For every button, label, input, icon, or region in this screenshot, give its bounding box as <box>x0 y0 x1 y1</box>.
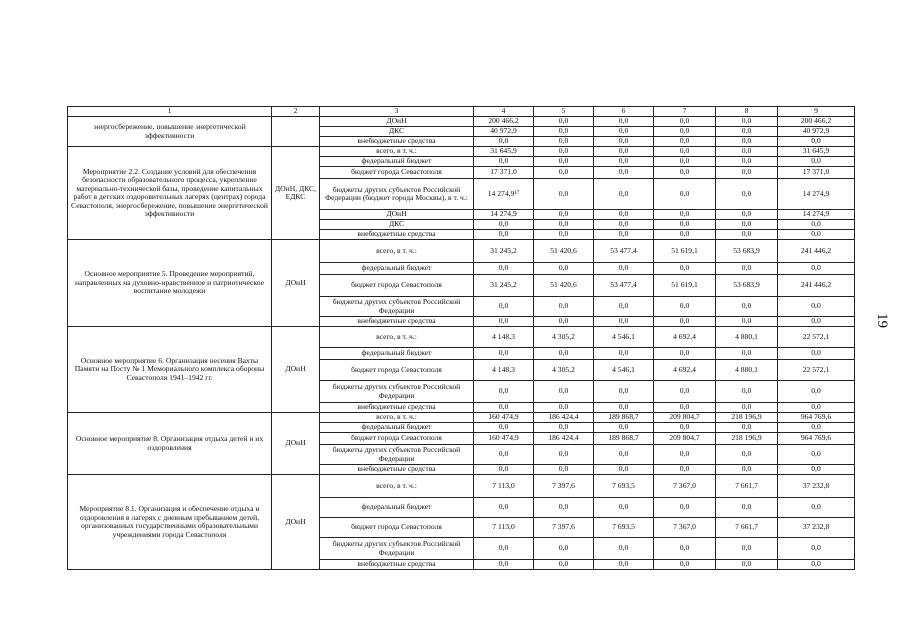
amount-cell: 200 466,2 <box>778 117 855 127</box>
amount-cell: 37 232,8 <box>778 518 855 538</box>
funding-source: внебюджетные средства <box>320 230 474 240</box>
budget-table <box>67 106 855 570</box>
amount-cell: 51 420,6 <box>534 240 594 263</box>
column-number: 4 <box>474 107 534 117</box>
amount-cell: 51 619,1 <box>654 275 716 297</box>
amount-cell: 0,0 <box>778 348 855 360</box>
amount-cell: 0,0 <box>594 137 654 147</box>
amount-cell: 0,0 <box>474 317 534 327</box>
amount-cell: 0,0 <box>594 179 654 210</box>
amount-cell: 0,0 <box>594 117 654 127</box>
column-number: 3 <box>320 107 474 117</box>
amount-cell: 0,0 <box>654 348 716 360</box>
amount-cell: 4 305,2 <box>534 327 594 348</box>
amount-cell: 0,0 <box>594 381 654 403</box>
column-number: 6 <box>594 107 654 117</box>
amount-cell: 53 477,4 <box>594 240 654 263</box>
amount-cell: 0,0 <box>654 179 716 210</box>
amount-cell: 14 274,9 <box>778 210 855 220</box>
amount-cell: 37 232,8 <box>778 475 855 498</box>
amount-cell: 241 446,2 <box>778 240 855 263</box>
amount-cell: 0,0 <box>716 137 778 147</box>
amount-cell: 0,0 <box>534 157 594 167</box>
column-number-row <box>68 107 855 117</box>
amount-cell: 0,0 <box>534 147 594 157</box>
executor <box>272 117 320 147</box>
amount-cell: 0,0 <box>654 423 716 433</box>
amount-cell: 0,0 <box>654 560 716 570</box>
table-row <box>68 240 855 263</box>
amount-cell: 964 769,6 <box>778 413 855 423</box>
amount-cell: 0,0 <box>778 538 855 560</box>
funding-source: бюджеты других субъектов Российской Федерации <box>320 445 474 465</box>
funding-source: ДОиН <box>320 117 474 127</box>
amount-cell: 7 661,7 <box>716 518 778 538</box>
amount-cell: 0,0 <box>654 403 716 413</box>
amount-cell: 0,0 <box>594 403 654 413</box>
page-number: 19 <box>874 313 890 328</box>
amount-cell: 0,0 <box>778 465 855 475</box>
amount-cell: 0,0 <box>716 297 778 317</box>
amount-cell: 0,0 <box>654 127 716 137</box>
amount-cell: 200 466,2 <box>474 117 534 127</box>
amount-cell: 0,0 <box>778 297 855 317</box>
amount-cell: 4 305,2 <box>534 360 594 381</box>
amount-cell: 0,0 <box>654 498 716 518</box>
amount-cell: 4 546,1 <box>594 360 654 381</box>
amount-cell: 0,0 <box>594 210 654 220</box>
amount-cell: 0,0 <box>474 348 534 360</box>
funding-source: всего, в т. ч.: <box>320 147 474 157</box>
amount-cell: 189 868,7 <box>594 433 654 445</box>
amount-cell: 14 274,9 <box>474 210 534 220</box>
amount-cell: 0,0 <box>474 465 534 475</box>
amount-cell: 4 880,1 <box>716 327 778 348</box>
amount-cell: 0,0 <box>594 498 654 518</box>
funding-source: внебюджетные средства <box>320 317 474 327</box>
amount-cell: 0,0 <box>778 560 855 570</box>
amount-cell: 186 424,4 <box>534 413 594 423</box>
amount-cell: 218 196,9 <box>716 413 778 423</box>
amount-cell: 53 477,4 <box>594 275 654 297</box>
measure-name: Основное мероприятие 6. Организация несения Вахты Памяти на Посту № 1 Мемориального комплекса обороны Севастополя 1941–1942 гг. <box>68 327 272 413</box>
column-number: 9 <box>778 107 855 117</box>
amount-cell: 0,0 <box>534 263 594 275</box>
amount-cell: 0,0 <box>654 445 716 465</box>
amount-cell: 7 397,6 <box>534 518 594 538</box>
amount-cell: 0,0 <box>654 220 716 230</box>
funding-source: всего, в т. ч.: <box>320 327 474 348</box>
amount-cell: 0,0 <box>534 560 594 570</box>
funding-source: ДКС <box>320 127 474 137</box>
amount-cell: 0,0 <box>594 147 654 157</box>
amount-cell: 7 367,0 <box>654 475 716 498</box>
amount-cell: 0,0 <box>534 403 594 413</box>
amount-cell: 0,0 <box>474 297 534 317</box>
executor: ДОиН <box>272 327 320 413</box>
table-row <box>68 475 855 498</box>
executor: ДОиН <box>272 413 320 475</box>
amount-cell: 4 880,1 <box>716 360 778 381</box>
amount-cell: 209 804,7 <box>654 413 716 423</box>
funding-source: внебюджетные средства <box>320 403 474 413</box>
amount-cell: 51 420,6 <box>534 275 594 297</box>
amount-cell: 7 661,7 <box>716 475 778 498</box>
amount-cell: 0,0 <box>534 230 594 240</box>
amount-cell: 0,0 <box>716 230 778 240</box>
amount-cell: 0,0 <box>778 381 855 403</box>
amount-cell: 0,0 <box>654 147 716 157</box>
funding-source: ДКС <box>320 220 474 230</box>
amount-cell: 22 572,1 <box>778 360 855 381</box>
column-number: 2 <box>272 107 320 117</box>
amount-cell: 0,0 <box>534 348 594 360</box>
amount-cell: 0,0 <box>534 127 594 137</box>
amount-cell: 0,0 <box>474 423 534 433</box>
amount-cell: 0,0 <box>474 220 534 230</box>
amount-cell: 0,0 <box>654 297 716 317</box>
amount-cell: 4 148,3 <box>474 360 534 381</box>
amount-cell: 0,0 <box>716 403 778 413</box>
amount-cell: 0,0 <box>716 381 778 403</box>
amount-cell: 53 683,9 <box>716 275 778 297</box>
amount-cell: 0,0 <box>716 263 778 275</box>
amount-cell: 160 474,9 <box>474 413 534 423</box>
amount-cell: 0,0 <box>654 167 716 179</box>
amount-cell: 0,0 <box>594 220 654 230</box>
funding-source: всего, в т. ч.: <box>320 475 474 498</box>
table-row <box>68 117 855 127</box>
amount-cell: 7 367,0 <box>654 518 716 538</box>
amount-cell: 0,0 <box>534 465 594 475</box>
amount-cell: 51 619,1 <box>654 240 716 263</box>
amount-cell: 31 245,2 <box>474 240 534 263</box>
amount-cell: 31 645,9 <box>778 147 855 157</box>
amount-cell: 0,0 <box>654 117 716 127</box>
amount-cell: 0,0 <box>654 230 716 240</box>
amount-cell: 0,0 <box>534 220 594 230</box>
executor: ДОиН, ДКС, ЕДКС <box>272 147 320 240</box>
amount-cell: 0,0 <box>474 157 534 167</box>
funding-source: бюджеты других субъектов Российской Федерации (бюджет города Москвы), в т. ч.: <box>320 179 474 210</box>
amount-cell: 0,0 <box>594 423 654 433</box>
amount-cell: 0,0 <box>716 157 778 167</box>
amount-cell: 0,0 <box>594 538 654 560</box>
amount-cell: 0,0 <box>716 465 778 475</box>
funding-source: внебюджетные средства <box>320 137 474 147</box>
amount-cell: 4 692,4 <box>654 360 716 381</box>
amount-cell: 0,0 <box>474 263 534 275</box>
amount-cell: 0,0 <box>534 381 594 403</box>
amount-cell: 0,0 <box>534 117 594 127</box>
measure-name: Основное мероприятие 8. Организация отдыха детей и их оздоровления <box>68 413 272 475</box>
amount-cell: 0,0 <box>534 538 594 560</box>
amount-cell: 218 196,9 <box>716 433 778 445</box>
funding-source: бюджет города Севастополя <box>320 360 474 381</box>
amount-cell: 0,0 <box>594 465 654 475</box>
amount-cell: 0,0 <box>594 297 654 317</box>
amount-cell: 0,0 <box>778 403 855 413</box>
amount-cell: 0,0 <box>778 498 855 518</box>
amount-cell: 0,0 <box>594 230 654 240</box>
column-number: 1 <box>68 107 272 117</box>
amount-cell: 0,0 <box>474 560 534 570</box>
amount-cell: 0,0 <box>474 445 534 465</box>
amount-cell: 31 645,9 <box>474 147 534 157</box>
amount-cell: 4 546,1 <box>594 327 654 348</box>
amount-cell: 7 693,5 <box>594 518 654 538</box>
table-row <box>68 327 855 348</box>
amount-cell: 0,0 <box>778 445 855 465</box>
executor: ДОиН <box>272 475 320 570</box>
amount-cell: 0,0 <box>534 167 594 179</box>
amount-cell: 0,0 <box>534 498 594 518</box>
amount-cell: 14 274,9 <box>778 179 855 210</box>
amount-cell: 17 371,0 <box>778 167 855 179</box>
measure-name: энергосбережение, повышение энергетической эффективности <box>68 117 272 147</box>
amount-cell: 241 446,2 <box>778 275 855 297</box>
funding-source: внебюджетные средства <box>320 465 474 475</box>
funding-source: бюджеты других субъектов Российской Федерации <box>320 297 474 317</box>
funding-source: федеральный бюджет <box>320 498 474 518</box>
measure-name: Основное мероприятие 5. Проведение мероприятий, направленных на духовно-нравственное и патриотическое воспитание молодежи <box>68 240 272 327</box>
amount-cell: 0,0 <box>716 498 778 518</box>
funding-source: всего, в т. ч.: <box>320 413 474 423</box>
amount-cell: 0,0 <box>654 157 716 167</box>
amount-cell: 0,0 <box>534 137 594 147</box>
amount-cell: 0,0 <box>594 560 654 570</box>
amount-cell: 0,0 <box>716 220 778 230</box>
amount-cell: 0,0 <box>778 263 855 275</box>
funding-source: бюджеты других субъектов Российской Федерации <box>320 381 474 403</box>
table-body <box>68 117 855 570</box>
amount-cell: 0,0 <box>594 348 654 360</box>
amount-cell: 0,0 <box>716 445 778 465</box>
amount-cell: 22 572,1 <box>778 327 855 348</box>
amount-cell: 189 868,7 <box>594 413 654 423</box>
amount-cell: 0,0 <box>778 137 855 147</box>
amount-cell: 0,0 <box>716 348 778 360</box>
funding-source: внебюджетные средства <box>320 560 474 570</box>
amount-cell: 0,0 <box>654 263 716 275</box>
amount-cell: 0,0 <box>716 167 778 179</box>
amount-cell: 0,0 <box>654 317 716 327</box>
amount-cell: 209 804,7 <box>654 433 716 445</box>
amount-cell: 0,0 <box>716 538 778 560</box>
column-number: 7 <box>654 107 716 117</box>
funding-source: бюджеты других субъектов Российской Федерации <box>320 538 474 560</box>
amount-cell: 4 148,3 <box>474 327 534 348</box>
column-number: 5 <box>534 107 594 117</box>
amount-cell: 0,0 <box>716 179 778 210</box>
funding-source: федеральный бюджет <box>320 157 474 167</box>
amount-cell: 0,0 <box>716 423 778 433</box>
amount-cell: 0,0 <box>716 127 778 137</box>
funding-source: бюджет города Севастополя <box>320 518 474 538</box>
amount-cell: 31 245,2 <box>474 275 534 297</box>
column-number: 8 <box>716 107 778 117</box>
table-row <box>68 413 855 423</box>
amount-cell: 0,0 <box>778 423 855 433</box>
table-row <box>68 147 855 157</box>
amount-cell: 0,0 <box>534 179 594 210</box>
amount-cell: 0,0 <box>534 445 594 465</box>
amount-cell: 0,0 <box>474 230 534 240</box>
amount-cell: 4 692,4 <box>654 327 716 348</box>
measure-name: Мероприятие 8.1. Организация и обеспечение отдыха и оздоровления в лагерях с дневным пребыванием детей, организованных государственными образовательными учреждениями города Севастополя <box>68 475 272 570</box>
amount-cell: 0,0 <box>716 560 778 570</box>
amount-cell: 7 113,0 <box>474 518 534 538</box>
amount-cell: 7 397,6 <box>534 475 594 498</box>
amount-cell: 7 113,0 <box>474 475 534 498</box>
amount-cell: 0,0 <box>654 465 716 475</box>
funding-source: бюджет города Севастополя <box>320 275 474 297</box>
funding-source: федеральный бюджет <box>320 263 474 275</box>
amount-cell: 17 371,0 <box>474 167 534 179</box>
amount-cell: 0,0 <box>654 381 716 403</box>
amount-cell: 0,0 <box>594 317 654 327</box>
funding-source: всего, в т. ч.: <box>320 240 474 263</box>
amount-cell: 0,0 <box>716 317 778 327</box>
amount-cell: 0,0 <box>778 317 855 327</box>
amount-cell: 40 972,9 <box>778 127 855 137</box>
measure-name: Мероприятие 2.2. Создание условий для обеспечения безопасности образовательного процесса, укрепление материально-технической базы, проведение капитальных работ в детских оздоровительных лагерях (центрах) города Севастополя, энергосбережение, повышение энергетической эффективности <box>68 147 272 240</box>
amount-cell: 0,0 <box>534 297 594 317</box>
amount-cell: 0,0 <box>654 210 716 220</box>
amount-cell: 964 769,6 <box>778 433 855 445</box>
amount-cell: 0,0 <box>778 157 855 167</box>
amount-cell: 0,0 <box>716 147 778 157</box>
amount-cell: 0,0 <box>654 137 716 147</box>
amount-cell: 0,0 <box>474 137 534 147</box>
amount-cell: 0,0 <box>474 403 534 413</box>
funding-source: федеральный бюджет <box>320 423 474 433</box>
amount-cell: 0,0 <box>534 317 594 327</box>
funding-source: ДОиН <box>320 210 474 220</box>
amount-cell: 0,0 <box>654 538 716 560</box>
amount-cell: 40 972,9 <box>474 127 534 137</box>
funding-source: федеральный бюджет <box>320 348 474 360</box>
amount-cell: 0,0 <box>594 127 654 137</box>
amount-cell: 53 683,9 <box>716 240 778 263</box>
amount-cell: 160 474,9 <box>474 433 534 445</box>
amount-cell: 186 424,4 <box>534 433 594 445</box>
amount-cell: 0,0 <box>474 381 534 403</box>
funding-source: бюджет города Севастополя <box>320 167 474 179</box>
amount-cell: 0,0 <box>534 210 594 220</box>
amount-cell: 7 693,5 <box>594 475 654 498</box>
amount-cell: 0,0 <box>594 157 654 167</box>
amount-cell: 0,0 <box>716 210 778 220</box>
executor: ДОиН <box>272 240 320 327</box>
amount-cell: 0,0 <box>778 230 855 240</box>
amount-cell: 0,0 <box>716 117 778 127</box>
amount-cell: 0,0 <box>474 538 534 560</box>
amount-cell: 14 274,9¹⁷ <box>474 179 534 210</box>
amount-cell: 0,0 <box>474 498 534 518</box>
amount-cell: 0,0 <box>594 263 654 275</box>
amount-cell: 0,0 <box>778 220 855 230</box>
amount-cell: 0,0 <box>534 423 594 433</box>
amount-cell: 0,0 <box>594 445 654 465</box>
funding-source: бюджет города Севастополя <box>320 433 474 445</box>
amount-cell: 0,0 <box>594 167 654 179</box>
